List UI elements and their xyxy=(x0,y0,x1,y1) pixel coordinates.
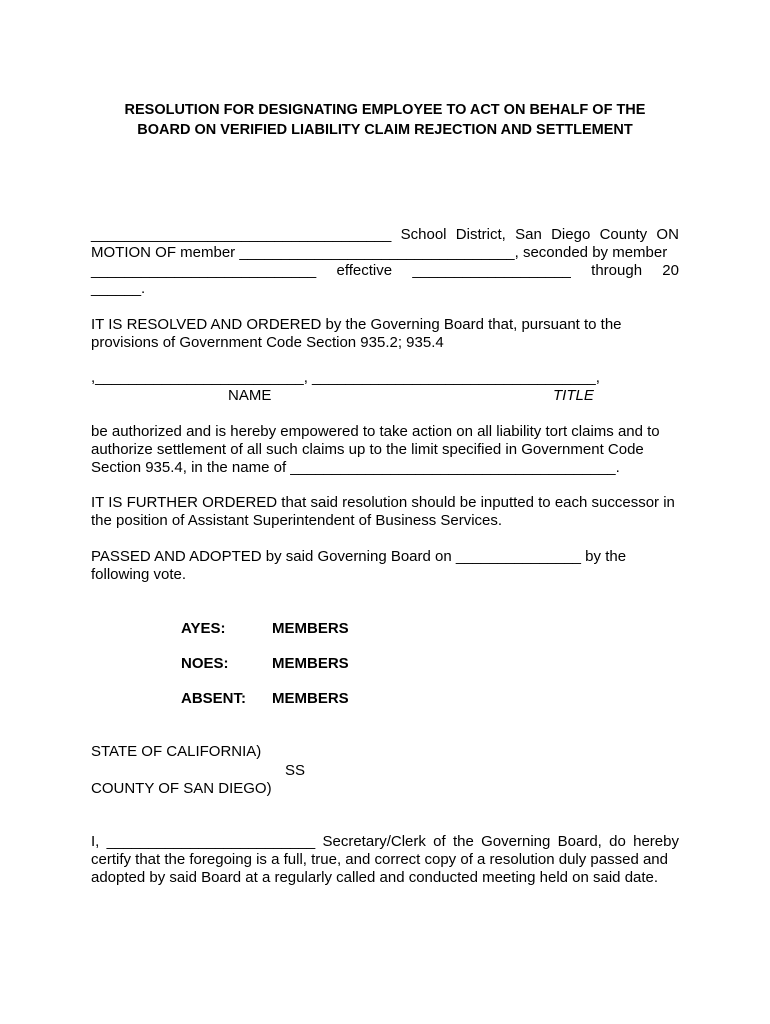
authorized-line-2: authorize settlement of all such claims up to the limit specified in Government Code xyxy=(91,441,644,458)
passed-line-2: following vote. xyxy=(91,566,187,583)
certify-line-2: certify that the foregoing is a full, true, and correct copy of a resolution duly passed and xyxy=(91,851,668,868)
motion-line-4: ______. xyxy=(91,280,146,297)
resolved-line-2: provisions of Government Code Section 935.2; 935.4 xyxy=(91,334,444,351)
title-line-1: RESOLUTION FOR DESIGNATING EMPLOYEE TO ACT ON BEHALF OF THE xyxy=(124,102,646,118)
further-line-2: the position of Assistant Superintendent of Business Services. xyxy=(91,512,503,529)
further-line-1: IT IS FURTHER ORDERED that said resolution should be inputted to each successor in xyxy=(91,494,675,511)
noes-members: MEMBERS xyxy=(272,655,349,672)
certify-line-3: adopted by said Board at a regularly called and conducted meeting held on said date. xyxy=(91,869,659,886)
name-title-blanks: ,_________________________, __________________________________, xyxy=(91,369,600,386)
title-line-2: BOARD ON VERIFIED LIABILITY CLAIM REJECTION AND SETTLEMENT xyxy=(137,122,633,138)
ayes-label: AYES: xyxy=(181,620,226,637)
resolved-line-1: IT IS RESOLVED AND ORDERED by the Governing Board that, pursuant to the xyxy=(91,316,622,333)
absent-members: MEMBERS xyxy=(272,690,349,707)
document-title xyxy=(60,100,710,140)
seconded-blank: ___________________________ xyxy=(91,262,317,279)
ss-mark: SS xyxy=(285,762,306,779)
motion-line-3: ___________________________ effective ___________________ through 20 xyxy=(91,262,679,279)
passed-line-1: PASSED AND ADOPTED by said Governing Board on _______________ by the xyxy=(91,548,627,565)
county-line: COUNTY OF SAN DIEGO) xyxy=(91,780,272,797)
name-label: NAME xyxy=(228,387,272,404)
authorized-line-1: be authorized and is hereby empowered to take action on all liability tort claims and to xyxy=(91,423,660,440)
title-label: TITLE xyxy=(553,387,594,404)
motion-line-1: ____________________________________ School District, San Diego County ON xyxy=(91,226,679,243)
noes-label: NOES: xyxy=(181,655,229,672)
absent-label: ABSENT: xyxy=(181,690,247,707)
motion-line-2: MOTION OF member _________________________________, seconded by member xyxy=(91,244,668,261)
certify-line-1: I, _________________________ Secretary/Clerk of the Governing Board, do hereby xyxy=(91,833,679,850)
effective-date-blank: ___________________ xyxy=(412,262,571,279)
ayes-members: MEMBERS xyxy=(272,620,349,637)
state-line: STATE OF CALIFORNIA) xyxy=(91,743,262,760)
authorized-line-3: Section 935.4, in the name of _______________________________________. xyxy=(91,459,620,476)
district-blank: ____________________________________ xyxy=(91,226,392,243)
clerk-name-blank: _________________________ xyxy=(106,833,316,850)
